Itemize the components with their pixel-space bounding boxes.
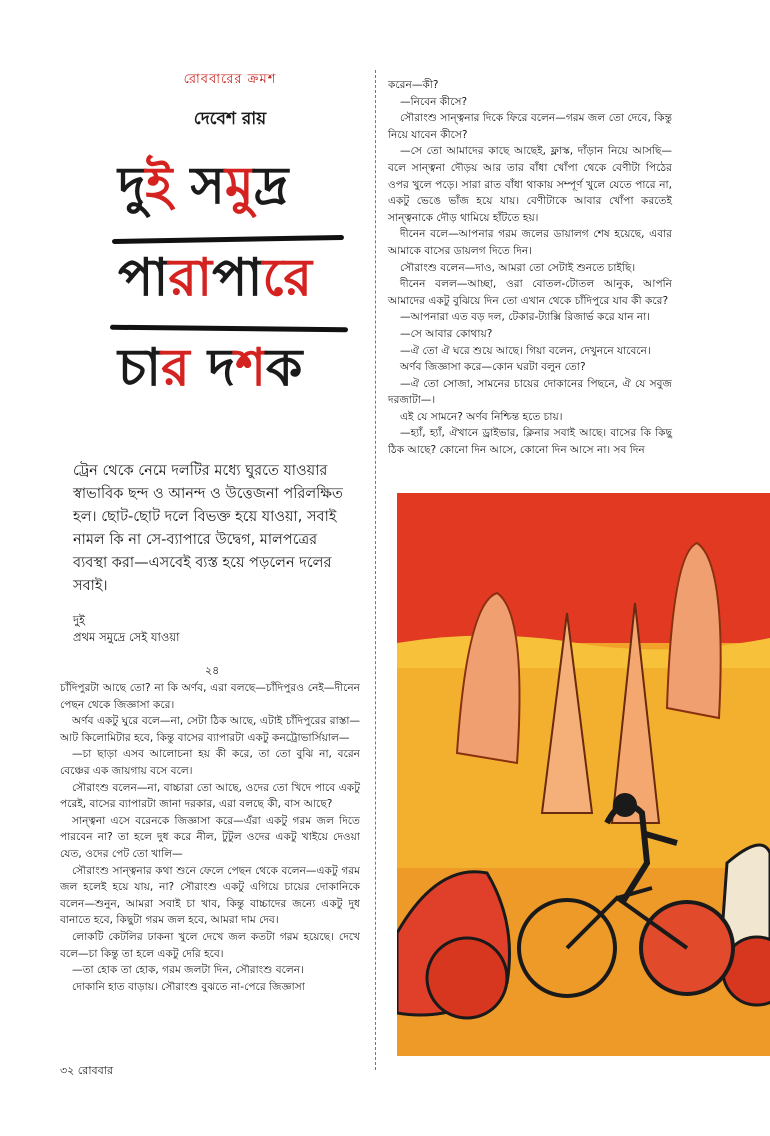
intro-paragraph: ট্রেন থেকে নেমে দলটির মধ্যে ঘুরতে যাওয়ার স্বাভাবিক ছন্দ ও আনন্দ ও উত্তেজনা পরিলক্ষিত হল। ছোট-ছোট দলে বিভক্ত হয়ে যাওয়া, সবাই নামল কি না সে-ব্যাপারে উদ্বেগ, মালপত্রের ব্যবস্থা করা—এসবেই ব্যস্ত হয়ে পড়লেন দলের সবাই। — [73, 463, 343, 594]
section-heading — [73, 612, 179, 646]
title-brush-stroke — [110, 325, 348, 332]
title-brush-stroke — [112, 235, 344, 244]
paragraph: লোকটি কেটলির ঢাকনা খুলে দেখে জল কতটা গরম হয়েছে। দেখে বলে—চা কিন্তু তা হলে একটু দেরি হবে। — [60, 930, 360, 960]
column-divider — [375, 70, 376, 1070]
paragraph: এই যে সামনে? অর্ণব নিশ্চিন্ত হতে চায়। — [400, 410, 563, 423]
title-part: ক — [265, 337, 303, 398]
illustration-svg — [397, 493, 770, 1056]
paragraph: —তা হোক তা হোক, গরম জলটা দিন, সৌরাংশু বলেন। — [72, 964, 304, 977]
cyclist-illustration — [397, 493, 770, 1056]
title-part: স — [172, 155, 225, 216]
title-part: মু — [224, 155, 254, 216]
title-line-1 — [118, 155, 289, 216]
paragraph: —ঐ তো ঐ ঘরে শুয়ে আছে। গিয়া বলেন, দেখুননে যাবেনে। — [400, 344, 651, 357]
paragraph: —সে তো আমাদের কাছে আছেই, ফ্লাস্ক, দাঁড়ান নিয়ে আসছি—বলে সান্ত্বনা দৌড়য় আর তার বাঁধা খোঁপা থেকে বেণীটা পিঠের ওপর খুলে পড়ে। সারা রাত বাঁধা থাকায় সম্পূর্ণ খুলে যেতে পারে না, একটু ভেঙে ভাঁজ হয়ে যায়। বেণীটাকে আবার খোঁপা করতেই সান্ত্বনাকে দৌড় থামিয়ে হাঁটতে হয়। — [388, 145, 672, 224]
title-part: দু — [118, 155, 146, 216]
paragraph: করেন—কী? — [388, 79, 439, 91]
paragraph: দীনেন বলল—আচ্ছা, ওরা বোতল-টোতল আনুক, আপনি আমাদের একটু বুঝিয়ে দিন তো এখান থেকে চাঁদিপুরে যাব কী করে? — [388, 278, 672, 307]
cyclist-head — [613, 793, 637, 817]
paragraph: দোকানি হাত বাড়ায়। সৌরাংশু বুঝতে না-পেরে জিজ্ঞাসা — [72, 980, 305, 993]
rickshaw-wheel — [427, 938, 507, 1018]
series-label: রোববারের ক্রমশ — [183, 72, 277, 87]
paragraph: সৌরাংশু বলেন—দাও, আমরা তো সেটাই শুনতে চাইছি। — [400, 261, 636, 274]
paragraph: সৌরাংশু সান্ত্বনার দিকে ফিরে বলেন—গরম জল তো দেবে, কিন্তু নিয়ে যাবেন কীসে? — [388, 112, 672, 141]
section-label: দুই — [73, 613, 86, 627]
title-part: র — [161, 337, 190, 398]
paragraph: অর্ণব জিজ্ঞাসা করে—কোন ঘরটা বলুন তো? — [400, 361, 586, 374]
title-line-2 — [118, 247, 312, 308]
paragraph: সৌরাংশু বলেন—না, বাচ্চারা তো আছে, ওদের তো খিদে পাবে একটু পরেই, বাসের ব্যাপারটা জানা দরকার, এরা বলছে কী, বাস আছে? — [60, 781, 360, 811]
title-part: ই — [145, 155, 173, 216]
title-part: দ্র — [253, 155, 289, 216]
title-part: শ — [235, 337, 266, 398]
paragraph: —চা ছাড়া এসব আলোচনা হয় কী করে, তা তো বুঝি না, বরেন বেঞ্চের এক জায়গায় বসে বলে। — [60, 748, 360, 777]
page-footer: ৩২ রোববার — [60, 1064, 113, 1077]
paragraph: দীনেন বলে—আপনার গরম জলের ডায়ালগ শেষ হয়েছে, এবার আমাকে বাসের ডায়লগ দিতে দিন। — [388, 228, 672, 257]
title-part: রে — [262, 247, 312, 308]
paragraph: —নিবেন কীসে? — [400, 95, 468, 108]
right-text-column — [388, 77, 672, 459]
left-text-column — [60, 680, 360, 995]
title-part: পা — [118, 247, 169, 308]
title-part: পা — [212, 247, 263, 308]
section-title: প্রথম সমুদ্রে সেই যাওয়া — [73, 630, 180, 644]
section-number: ২৪ — [205, 664, 220, 677]
title-part: রা — [168, 247, 213, 308]
paragraph: সান্ত্বনা এসে বরেনকে জিজ্ঞাসা করে—এঁরা একটু গরম জল দিতে পারবেন না? তা হলে দুধ করে নীল, টুটুল ওদের একটু খাইয়ে দেওয়া যেত, ওদের পেট তো খালি— — [60, 814, 360, 860]
paragraph: —ঐ তো সোজা, সামনের চায়ের দোকানের পিছনে, ঐ যে সবুজ দরজাটা—। — [388, 377, 672, 407]
paragraph: —আপনারা এত বড় দল, টেকার-ট্যাক্সি রিজার্ভ করে যান না। — [400, 311, 651, 324]
paragraph: সৌরাংশু সান্ত্বনার কথা শুনে ফেলে পেছন থেকে বলেন—একটু গরম জল হলেই হয়ে যায়, না? সৌরাংশু একটু এগিয়ে চায়ের দোকানিকে বলেন—শুনুন, আমরা সবাই চা খাব, কিন্তু বাচ্চাদের জন্যে একটু দুধ বানাতে হবে, কিছুটা গরম জল হবে, আমরা দাম দেব। — [60, 864, 360, 927]
paragraph: —হ্যাঁ, হ্যাঁ, ঐখানে ড্রাইভার, ক্লিনার সবাই আছে। বাসের কি কিছু ঠিক আছে? কোনো দিন আসে, কোনো দিন আসে না। সব দিন — [388, 427, 672, 457]
title-line-3 — [118, 337, 303, 398]
paragraph: অর্ণব একটু ঘুরে বলে—না, সেটা ঠিক আছে, এটাই চাঁদিপুরের রাস্তা—আট কিলোমিটার হবে, কিন্তু বাসের ব্যাপারটা একটু কনট্রোভার্সিয়াল— — [60, 715, 360, 744]
title-part: দ — [189, 337, 236, 398]
author-name: দেবেশ রায় — [193, 109, 267, 129]
paragraph: —সে আবার কোথায়? — [400, 327, 493, 340]
paragraph: চাঁদিপুরটা আছে তো? না কি অর্ণব, এরা বলছে—চাঁদিপুরও নেই—দীনেন পেছন থেকে জিজ্ঞাসা করে। — [60, 682, 360, 711]
title-part: চা — [118, 337, 162, 398]
